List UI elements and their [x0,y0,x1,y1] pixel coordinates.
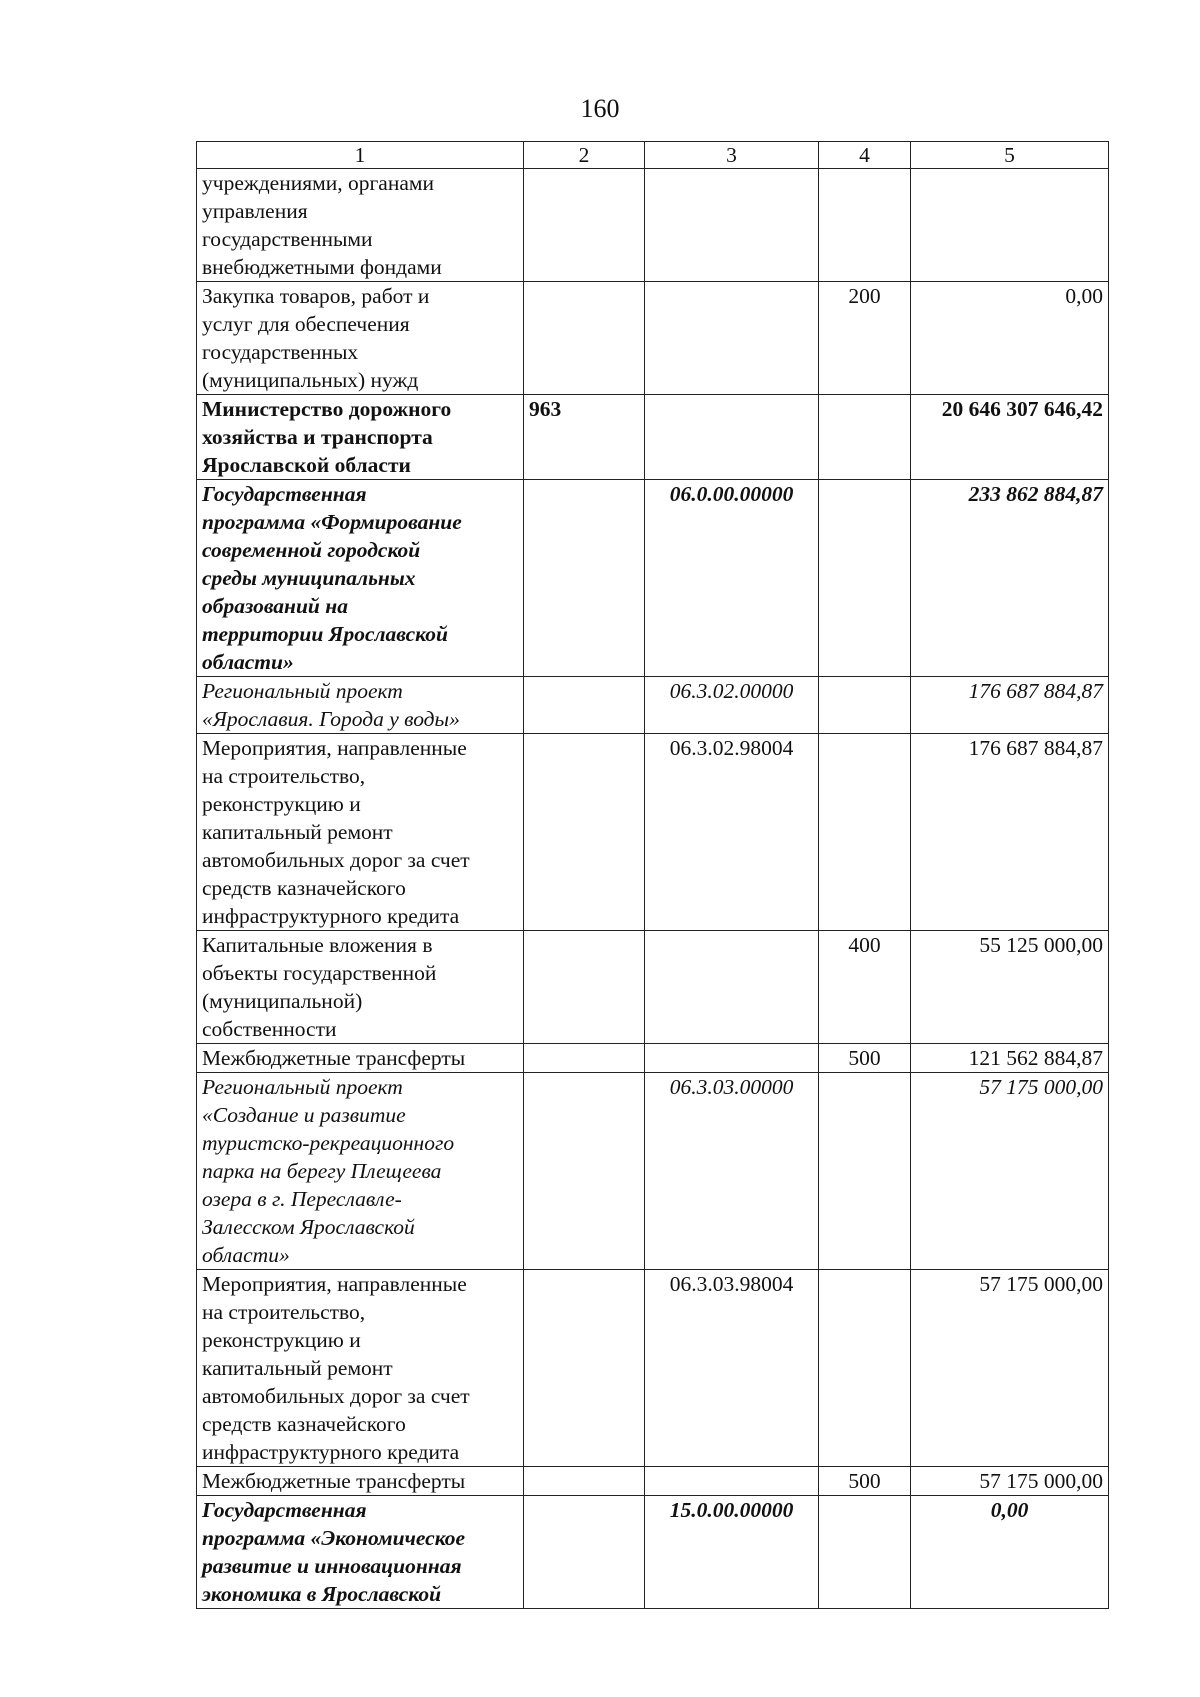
row-name-line: Межбюджетные трансферты [202,1046,466,1070]
row-name-line: области» [202,650,294,674]
row-name-line: программа «Экономическое [202,1526,466,1550]
table-row [197,1044,1109,1073]
row-name-line: туристско-рекреационного [202,1131,455,1155]
target-article-cell [645,169,819,282]
row-name-line: собственности [202,1017,337,1041]
row-name-line: автомобильных дорог за счет [202,1384,470,1408]
row-name-line: программа «Формирование [202,510,462,534]
row-name-line: объекты государственной [202,961,437,985]
target-article-cell [645,1044,819,1073]
department-code-cell [524,1044,645,1073]
row-name-line: инфраструктурного кредита [202,904,460,928]
department-code-cell [524,931,645,1044]
row-name-line: Залесском Ярославской [202,1215,415,1239]
row-name-line: парка на берегу Плещеева [202,1159,442,1183]
table-row [197,677,1109,734]
expense-type-cell [819,1073,911,1270]
amount-cell: 57 175 000,00 [911,1073,1109,1270]
page-number: 160 [580,94,620,123]
row-name-line: Закупка товаров, работ и [202,284,430,308]
row-name-line: услуг для обеспечения [202,312,410,336]
expense-type-cell: 500 [819,1044,911,1073]
row-name-line: государственных [202,340,359,364]
row-name-line: Межбюджетные трансферты [202,1469,466,1493]
row-name-line: Региональный проект [202,679,403,703]
row-name-line: Мероприятия, направленные [202,736,467,760]
expense-type-cell [819,169,911,282]
row-name-line: Региональный проект [202,1075,403,1099]
department-code-cell [524,677,645,734]
row-name-line: (муниципальной) [202,989,363,1013]
amount-cell: 0,00 [911,1496,1109,1609]
row-name-line: образований на [202,594,348,618]
row-name-cell [197,931,524,1044]
table-row [197,734,1109,931]
row-name-line: капитальный ремонт [202,1356,393,1380]
amount-cell: 176 687 884,87 [911,677,1109,734]
row-name-cell [197,480,524,677]
department-code-cell: 963 [524,395,645,480]
row-name-line: учреждениями, органами [202,171,434,195]
expense-type-cell [819,1270,911,1467]
department-code-cell [524,169,645,282]
row-name-line: Капитальные вложения в [202,933,433,957]
department-code-cell [524,1270,645,1467]
target-article-cell: 06.0.00.00000 [645,480,819,677]
table-row [197,282,1109,395]
row-name-cell [197,1044,524,1073]
row-name-line: (муниципальных) нужд [202,368,419,392]
amount-cell: 20 646 307 646,42 [911,395,1109,480]
table-row [197,1270,1109,1467]
row-name-line: Ярославской области [202,453,411,477]
expense-type-cell: 400 [819,931,911,1044]
row-name-line: озера в г. Переславле- [202,1187,402,1211]
table-row [197,1467,1109,1496]
amount-cell: 57 175 000,00 [911,1270,1109,1467]
row-name-line: государственными [202,227,373,251]
row-name-cell [197,677,524,734]
row-name-line: реконструкцию и [202,792,361,816]
department-code-cell [524,480,645,677]
target-article-cell [645,931,819,1044]
row-name-line: на строительство, [202,1300,366,1324]
row-name-line: Министерство дорожного [202,397,452,421]
row-name-line: «Ярославия. Города у воды» [202,707,460,731]
row-name-line: территории Ярославской [202,622,448,646]
department-code-cell [524,282,645,395]
amount-cell: 176 687 884,87 [911,734,1109,931]
row-name-line: инфраструктурного кредита [202,1440,460,1464]
column-number-4: 4 [819,142,911,169]
row-name-line: средств казначейского [202,876,406,900]
expense-type-cell: 500 [819,1467,911,1496]
expense-type-cell [819,480,911,677]
amount-cell: 233 862 884,87 [911,480,1109,677]
row-name-line: Государственная [202,482,367,506]
target-article-cell: 06.3.03.98004 [645,1270,819,1467]
target-article-cell: 15.0.00.00000 [645,1496,819,1609]
row-name-line: современной городской [202,538,421,562]
table-row [197,1496,1109,1609]
amount-cell: 55 125 000,00 [911,931,1109,1044]
table-row [197,395,1109,480]
amount-cell: 121 562 884,87 [911,1044,1109,1073]
row-name-line: управления [202,199,308,223]
column-number-1: 1 [197,142,524,169]
row-name-cell [197,1496,524,1609]
expense-type-cell: 200 [819,282,911,395]
target-article-cell [645,282,819,395]
department-code-cell [524,1073,645,1270]
target-article-cell: 06.3.02.98004 [645,734,819,931]
department-code-cell [524,1496,645,1609]
column-number-2: 2 [524,142,645,169]
department-code-cell [524,734,645,931]
expense-type-cell [819,734,911,931]
column-number-5: 5 [911,142,1109,169]
row-name-line: автомобильных дорог за счет [202,848,470,872]
row-name-cell [197,169,524,282]
row-name-line: капитальный ремонт [202,820,393,844]
row-name-line: внебюджетными фондами [202,255,442,279]
row-name-cell [197,1270,524,1467]
row-name-line: среды муниципальных [202,566,416,590]
row-name-line: Государственная [202,1498,367,1522]
amount-cell: 57 175 000,00 [911,1467,1109,1496]
target-article-cell: 06.3.02.00000 [645,677,819,734]
row-name-line: «Создание и развитие [202,1103,406,1127]
table-row [197,1073,1109,1270]
row-name-line: хозяйства и транспорта [202,425,433,449]
row-name-cell [197,282,524,395]
amount-cell [911,169,1109,282]
table-row [197,169,1109,282]
table-row [197,931,1109,1044]
row-name-line: Мероприятия, направленные [202,1272,467,1296]
table-row [197,480,1109,677]
target-article-cell [645,395,819,480]
row-name-cell [197,734,524,931]
amount-cell: 0,00 [911,282,1109,395]
row-name-line: экономика в Ярославской [202,1582,442,1606]
row-name-line: средств казначейского [202,1412,406,1436]
row-name-line: на строительство, [202,764,366,788]
row-name-line: развитие и инновационная [202,1554,462,1578]
budget-table [196,141,1109,1609]
row-name-cell [197,395,524,480]
expense-type-cell [819,395,911,480]
target-article-cell [645,1467,819,1496]
row-name-cell [197,1073,524,1270]
department-code-cell [524,1467,645,1496]
table-header-row [197,142,1109,169]
row-name-line: реконструкцию и [202,1328,361,1352]
expense-type-cell [819,677,911,734]
expense-type-cell [819,1496,911,1609]
row-name-line: области» [202,1243,290,1267]
target-article-cell: 06.3.03.00000 [645,1073,819,1270]
row-name-cell [197,1467,524,1496]
column-number-3: 3 [645,142,819,169]
